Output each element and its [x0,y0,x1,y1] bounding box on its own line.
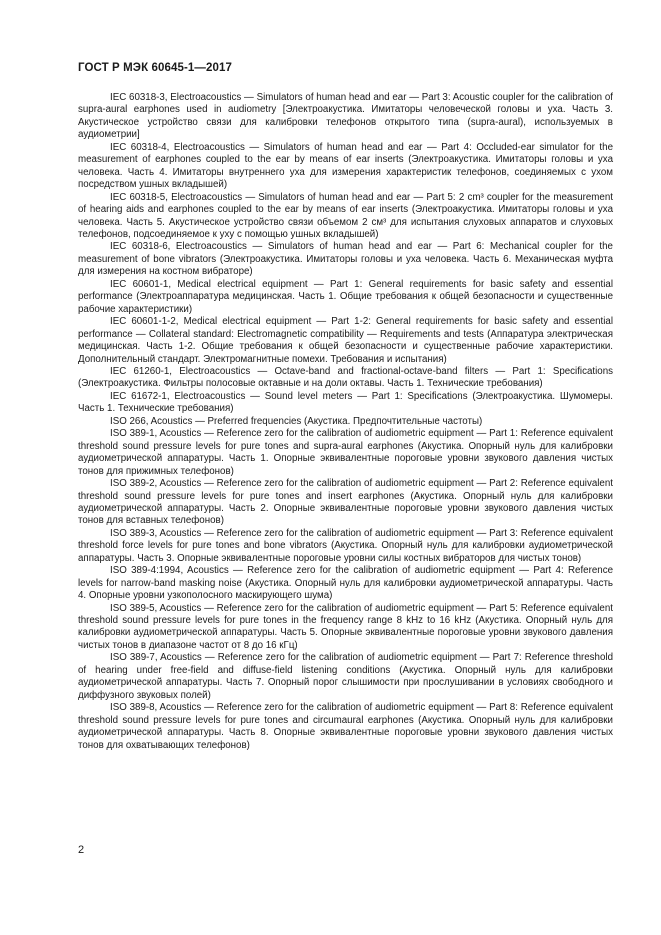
reference-entry: ISO 389-4:1994, Acoustics — Reference zero for the calibration of audiometric equipment — Part 4: Reference levels for narrow-band masking noise (Акустика. Опорный нуль для калибровки аудиометрической аппаратуры. Часть 4. Опорные уровни узкополосного маскирующего шума) [78,565,613,602]
reference-entry: IEC 60318-3, Electroacoustics — Simulators of human head and ear — Part 3: Acoustic coupler for the calibration of supra-aural earphones used in audiometry [Электроакустика. Имитаторы человеческой головы и уха. Часть 3. Акустическое устройство связи для калибровки телефонов открытого типа (supra-aural), используемых в аудиометрии] [78,92,613,141]
reference-entry: ISO 389-5, Acoustics — Reference zero for the calibration of audiometric equipment — Part 5: Reference equivalent threshold sound pressure levels for pure tones in the frequency range 8 kHz to 16 kHz (Акустика. Опорный нуль для калибровки аудиометрической аппаратуры. Часть 5. Опорные эквивалентные пороговые уровни звукового давления чистых тонов в диапазоне частот от 8 до 16 кГц) [78,602,613,651]
reference-entry: IEC 60601-1, Medical electrical equipment — Part 1: General requirements for basic safety and essential performance (Электроаппаратура медицинская. Часть 1. Общие требования к общей безопасности и существенные рабочие характеристики) [78,278,613,315]
reference-entry: ISO 389-7, Acoustics — Reference zero for the calibration of audiometric equipment — Part 7: Reference threshold of hearing under free-field and diffuse-field listening conditions (Акустика. Опорный нуль для калибровки аудиометрической аппаратуры. Часть 7. Опорный порог слышимости при прослушивании в условиях свободного и диффузного звуковых полей) [78,652,613,701]
reference-entry: ISO 389-2, Acoustics — Reference zero for the calibration of audiometric equipment — Part 2: Reference equivalent threshold sound pressure levels for pure tones and insert earphones (Акустика. Опорный нуль для калибровки аудиометрической аппаратуры. Часть 2. Опорные эквивалентные пороговые уровни звукового давления чистых тонов для вставных телефонов) [78,478,613,527]
reference-entry: ISO 389-8, Acoustics — Reference zero for the calibration of audiometric equipment — Part 8: Reference equivalent threshold sound pressure levels for pure tones and circumaural earphones (Акустика. Опорный нуль для калибровки аудиометрической аппаратуры. Часть 8. Опорные эквивалентные пороговые уровни звукового давления чистых тонов для охватывающих телефонов) [78,702,613,751]
reference-entry: IEC 61260-1, Electroacoustics — Octave-band and fractional-octave-band filters — Part 1: Specifications (Электроакустика. Фильтры полосовые октавные и на доли октавы. Часть 1. Технические требования) [78,365,613,390]
reference-entry: IEC 61672-1, Electroacoustics — Sound level meters — Part 1: Specifications (Электроакустика. Шумомеры. Часть 1. Технические требования) [78,390,613,415]
reference-entry: ISO 266, Acoustics — Preferred frequencies (Акустика. Предпочтительные частоты) [110,415,483,427]
page-number: 2 [78,844,85,856]
reference-entry: IEC 60318-4, Electroacoustics — Simulators of human head and ear — Part 4: Occluded-ear simulator for the measurement of earphones coupled to the ear by means of ear inserts (Электроакустика. Имитаторы головы и уха человека. Часть 4. Имитаторы внутреннего уха для измерения характеристик телефонов, соединяемых с ухом посредством ушных вкладышей) [78,141,613,191]
reference-entry: IEC 60318-6, Electroacoustics — Simulators of human head and ear — Part 6: Mechanical coupler for the measurement of bone vibrators (Электроакустика. Имитаторы головы и уха человека. Часть 6. Механическая муфта для измерения на костном вибраторе) [78,241,613,278]
reference-entry: ISO 389-1, Acoustics — Reference zero for the calibration of audiometric equipment — Part 1: Reference equivalent threshold sound pressure levels for pure tones and supra-aural earphones (Акустика. Опорный нуль для калибровки аудиометрической аппаратуры. Часть 1. Опорные эквивалентные пороговые уровни звукового давления чистых тонов для прижимных телефонов) [78,428,613,477]
normative-references-list [78,92,613,752]
reference-entry: IEC 60601-1-2, Medical electrical equipment — Part 1-2: General requirements for basic safety and essential performance — Collateral standard: Electromagnetic compatibility — Requirements and tests (Аппаратура электрическая медицинская. Часть 1-2. Общие требования к общей безопасности и существенные рабочие характеристики. Дополнительный стандарт. Электромагнитные помехи. Требования и испытания) [78,316,613,365]
reference-entry: ISO 389-3, Acoustics — Reference zero for the calibration of audiometric equipment — Part 3: Reference equivalent threshold force levels for pure tones and bone vibrators (Акустика. Опорный нуль для калибровки аудиометрической аппаратуры. Часть 3. Опорные эквивалентные пороговые уровни силы костных вибраторов для чистых тонов) [78,527,613,564]
document-header: ГОСТ Р МЭК 60645-1—2017 [78,62,232,74]
reference-entry: IEC 60318-5, Electroacoustics — Simulators of human head and ear — Part 5: 2 cm³ coupler for the measurement of hearing aids and earphones coupled to the ear by means of ear inserts (Электроакустика. Имитаторы головы и уха человека. Часть 5. Акустическое устройство связи объемом 2 см³ для испытания слуховых аппаратов и слуховых телефонов, подсоединяемое к уху с помощью ушных вкладышей) [78,191,613,240]
